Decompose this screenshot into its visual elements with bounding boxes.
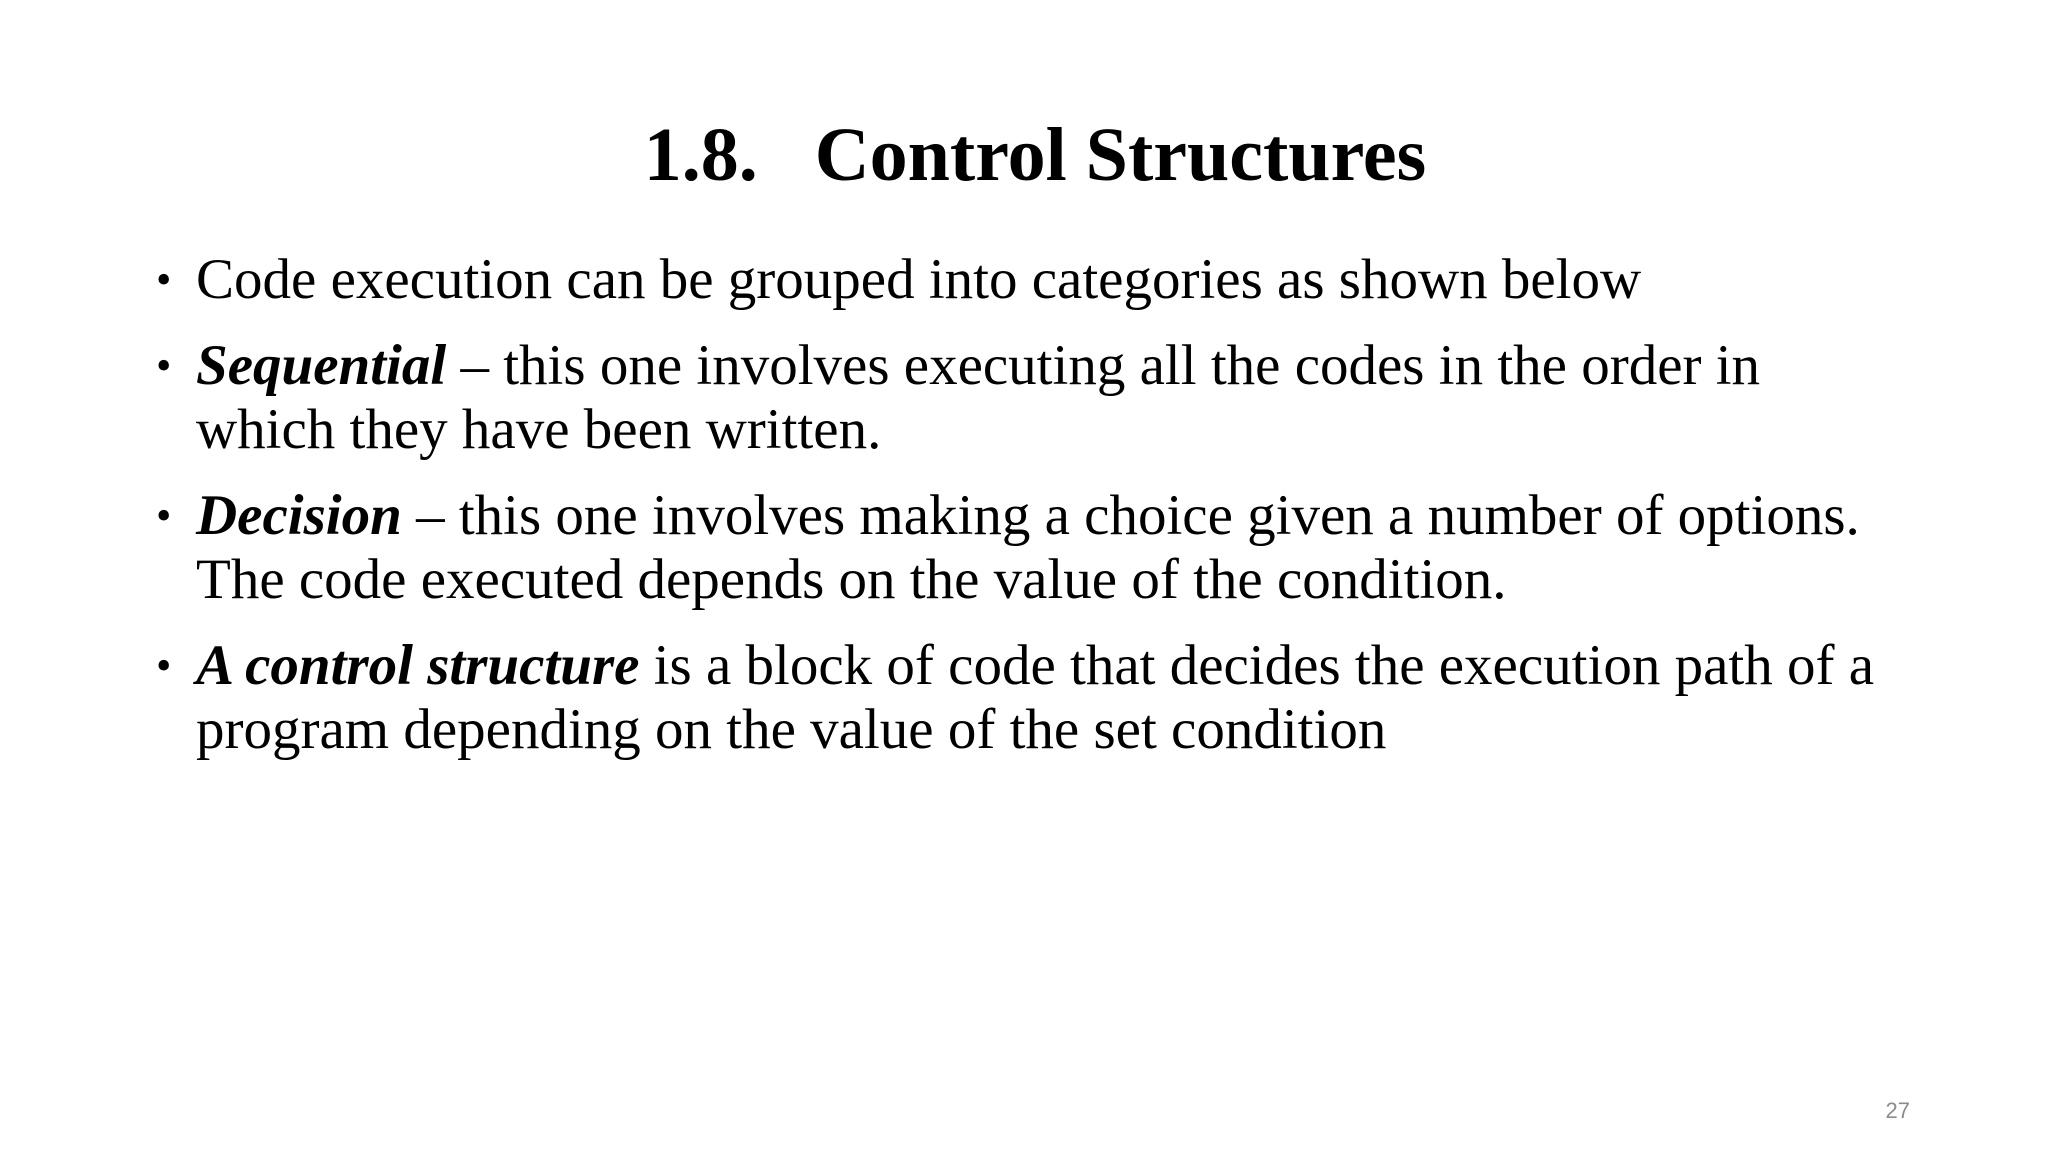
bullet-icon: • [156,641,172,690]
bullet-text: – this one involves executing all the codes in the order in which they have been written. [196,334,1761,461]
bullet-item-code-execution [152,248,1912,312]
slide-title: 1.8. Control Structures [643,113,1427,197]
bullet-term: A control structure [196,634,640,697]
bullet-item-sequential [152,334,1912,462]
bullet-item-decision [152,484,1912,612]
bullet-term: Sequential [196,334,447,397]
bullet-icon: • [156,255,172,304]
page-number: 27 [1885,1098,1910,1123]
bullet-list [152,248,1912,784]
bullet-text: Code execution can be grouped into categories as shown below [196,248,1642,311]
bullet-icon: • [156,341,172,390]
bullet-text: – this one involves making a choice given a number of options. The code executed depends on the value of the condition. [196,484,1860,611]
bullet-item-control-structure [152,634,1912,762]
bullet-icon: • [156,491,172,540]
bullet-term: Decision [196,484,402,547]
bullet-text: is a block of code that decides the execution path of a program depending on the value of the set condition [196,634,1874,761]
